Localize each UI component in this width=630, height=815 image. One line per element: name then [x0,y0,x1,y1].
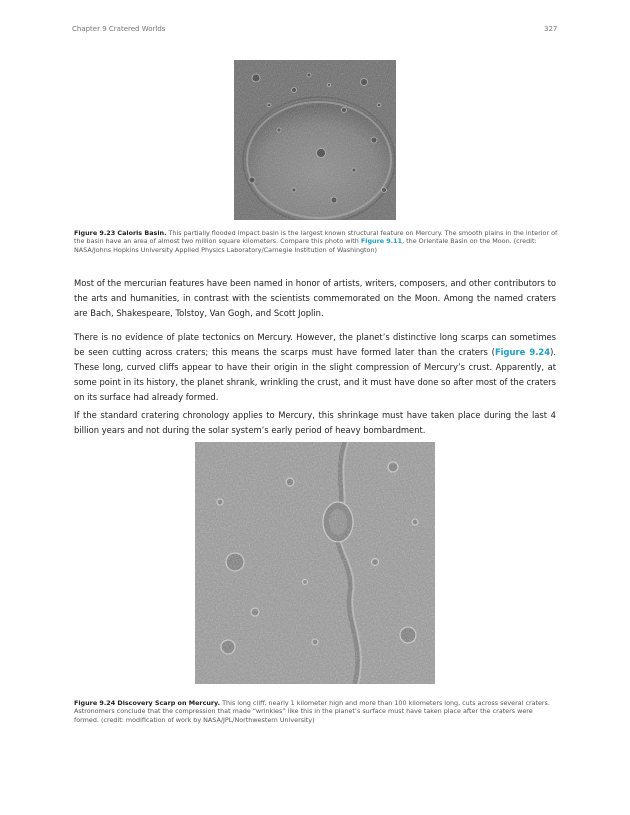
page-number: 327 [544,25,558,33]
body-paragraph: If the standard cratering chronology applies to Mercury, this shrinkage must have taken place during the last 4 billion years and not during the solar system’s early period of heavy bombardment. [74,410,556,435]
discovery-scarp-photo [195,442,435,684]
figure-caption [74,229,558,254]
caloris-basin-photo [234,60,396,220]
body-paragraph: Most of the mercurian features have been named in honor of artists, writers, composers, and other contributors to the arts and humanities, in contrast with the scientists commemorated on the Moon. Among the named craters are Bach, Shakespeare, Tolstoy, Van Gogh, and Scott Joplin. [74,278,556,318]
paragraph-text: There is no evidence of plate tectonics on Mercury. However, the planet’s distinctive long scarps can sometimes be seen cutting across craters; this means the scarps must have formed later than the craters ( [74,332,556,357]
figure-caption [74,699,558,724]
caption-text: , the Orientale Basin on the Moon. (credit: NASA/Johns Hopkins University Applied Physics Laboratory/Carnegie Institution of Washington) [74,237,537,254]
paragraph-text: ). These long, curved cliffs appear to have their origin in the slight compression of Mercury’s crust. Apparently, at some point in its history, the planet shrank, wrinkling the crust, and it must have done so after most of the craters on its surface had already formed. [74,347,556,402]
caption-text: This long cliff, nearly 1 kilometer high and more than 100 kilometers long, cuts across several craters. Astronomers conclude that the compression that made “wrinkles” like this in the planet’s surface must have taken place after the craters were formed. (credit: modification of work by NASA/JPL/Northwestern University) [74,699,550,724]
body-paragraph [74,330,556,405]
figure-link[interactable]: Figure 9.11 [360,237,403,246]
chapter-header: Chapter 9 Cratered Worlds [72,25,166,33]
figure-label: Figure 9.23 Caloris Basin. [74,229,167,237]
figure-label: Figure 9.24 Discovery Scarp on Mercury. [74,699,221,707]
figure-link[interactable]: Figure 9.24 [494,347,551,357]
caption-text: This partially flooded impact basin is the largest known structural feature on Mercury. The smooth plains in the interior of the basin have an area of almost two million square kilometers. Compare this photo with [74,229,558,246]
